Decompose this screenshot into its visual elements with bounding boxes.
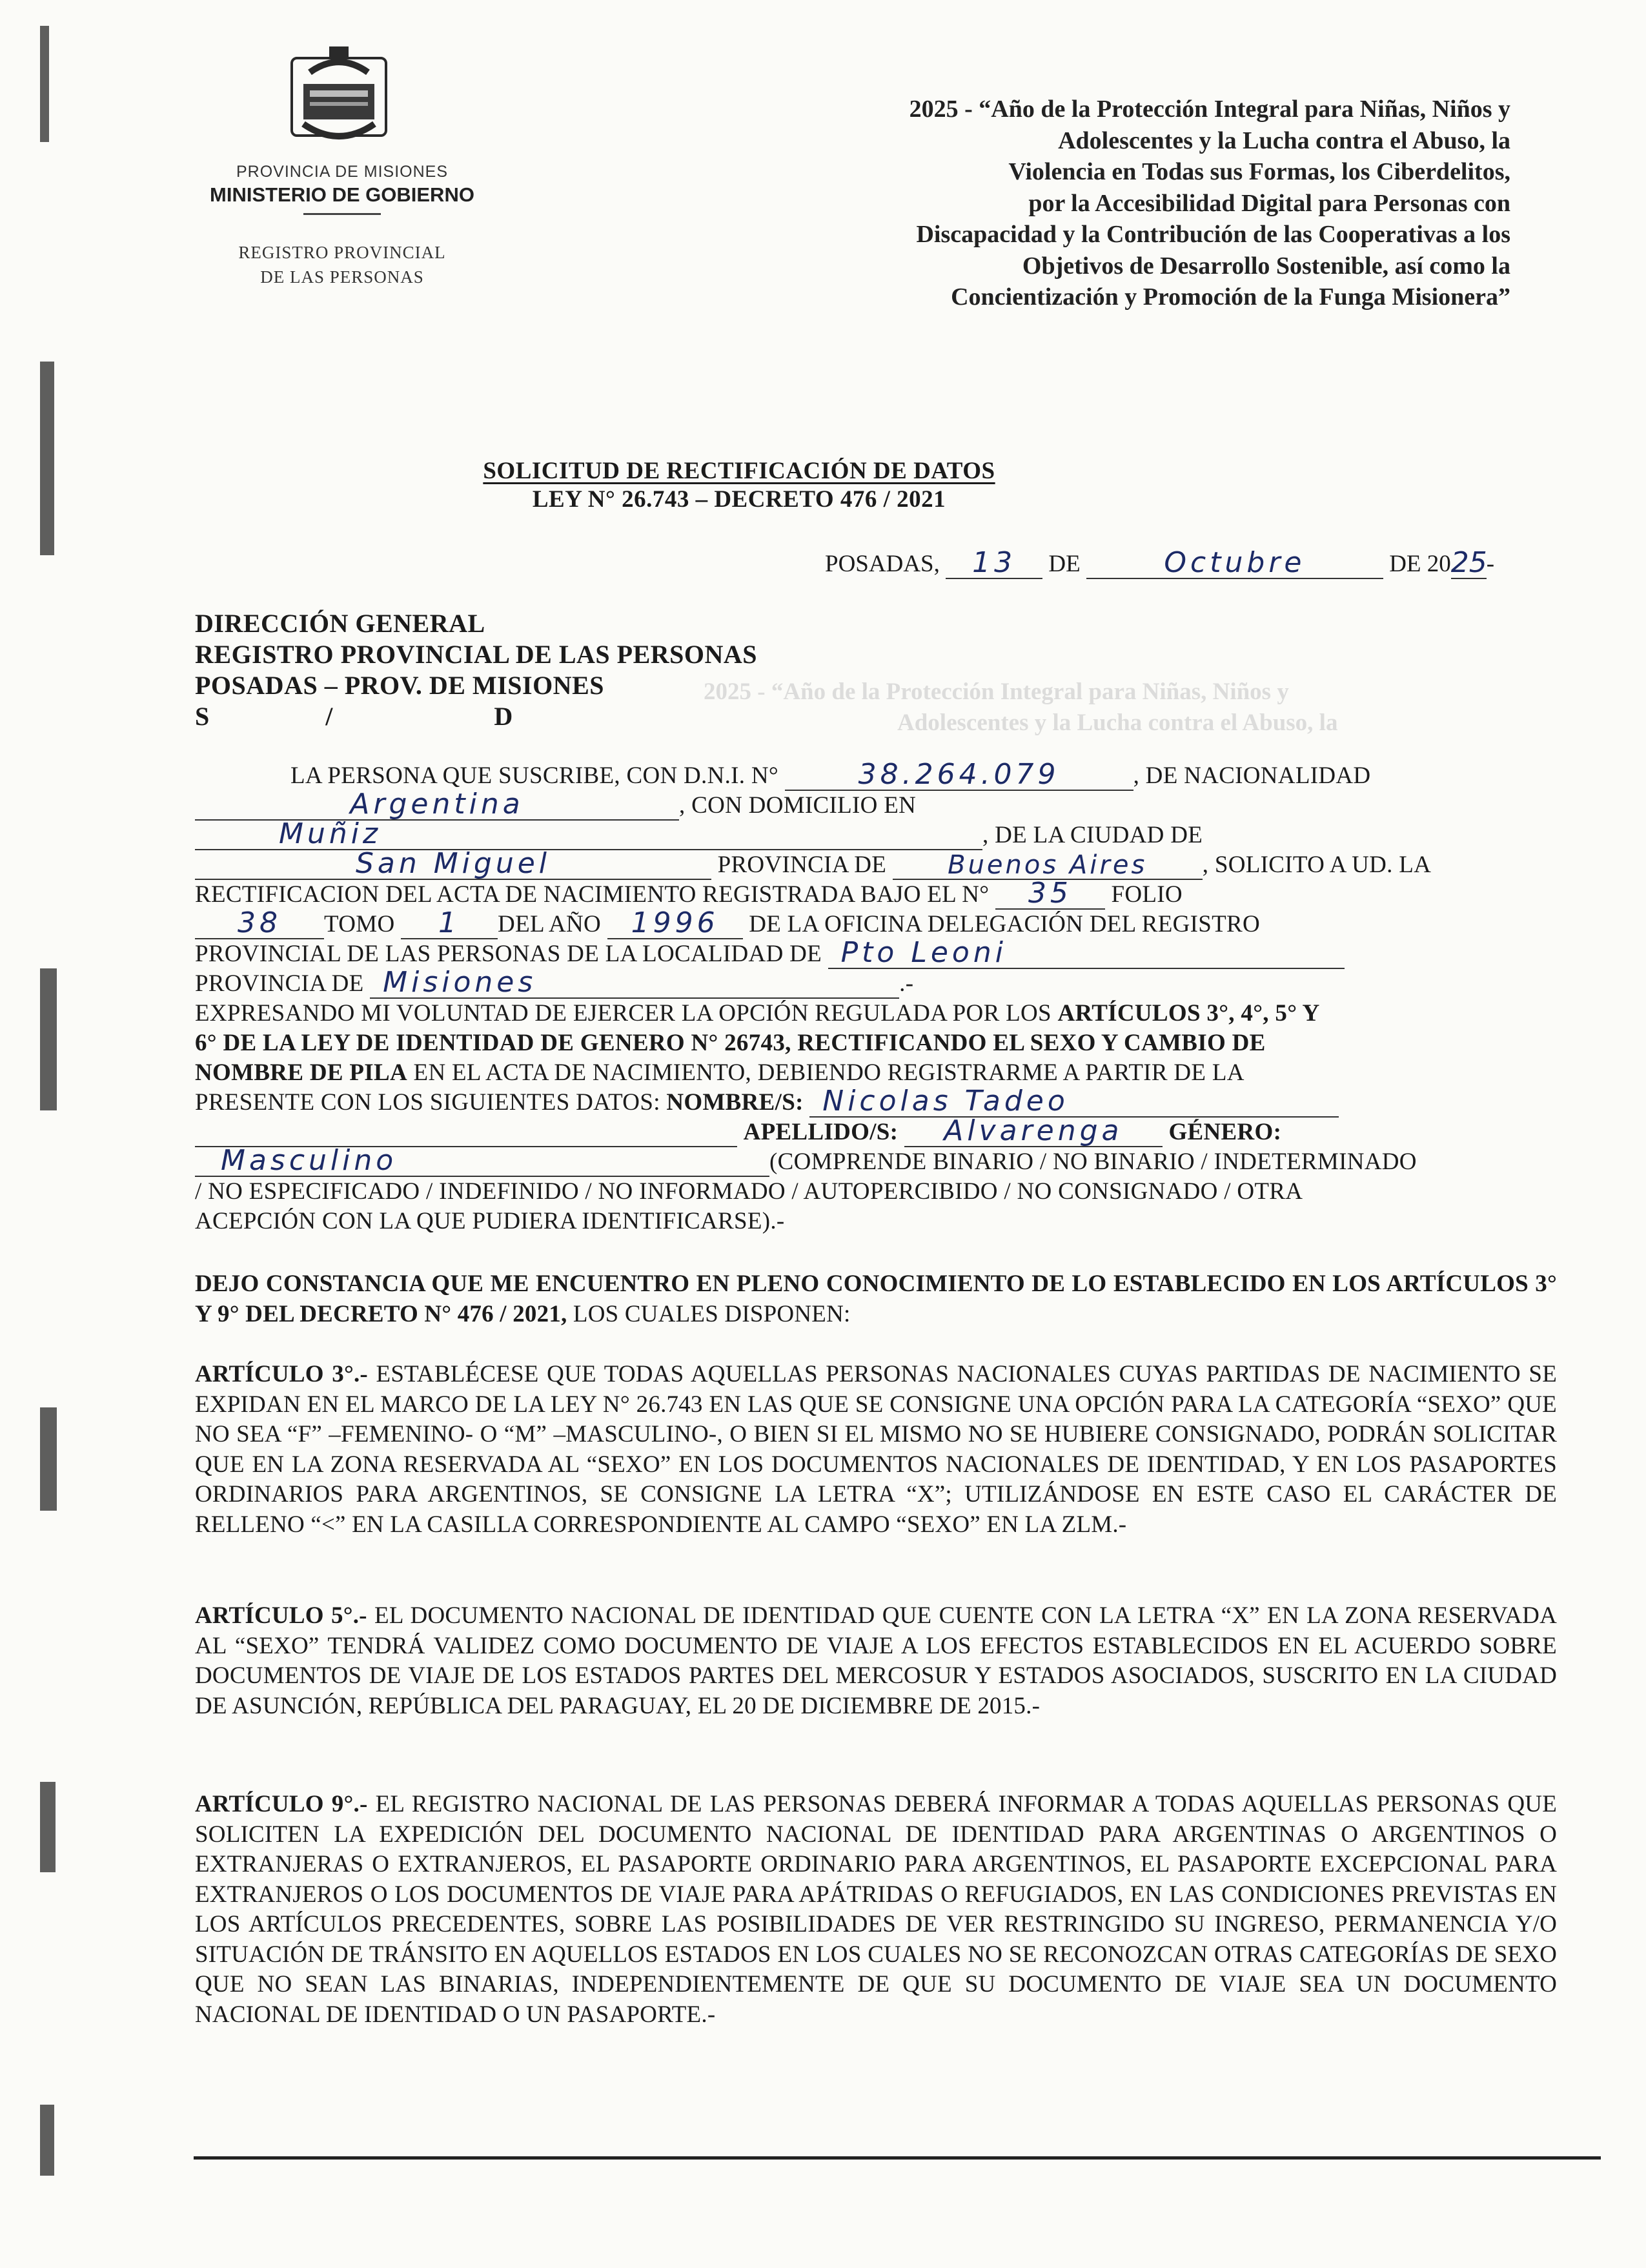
date-day-field[interactable] <box>946 546 1042 579</box>
article-9 <box>195 1790 1557 2030</box>
tomo-value: 1 <box>438 906 461 939</box>
birth-year-value: 1996 <box>631 906 719 939</box>
form-line-name-change <box>195 1059 1245 1087</box>
tomo-label: TOMO <box>324 911 395 937</box>
salutation-s: S <box>195 702 210 731</box>
motto-line: Adolescentes y la Lucha contra el Abuso, la <box>1058 127 1510 154</box>
form-line-gender <box>195 1144 1417 1177</box>
article-5 <box>195 1601 1557 1721</box>
constancia-paragraph <box>195 1269 1557 1329</box>
salutation-d: D <box>494 702 513 731</box>
year-label: DEL AÑO <box>498 911 602 937</box>
year-motto <box>645 94 1510 313</box>
names-value: Nicolas Tadeo <box>822 1085 1069 1118</box>
tomo-field[interactable] <box>401 906 498 939</box>
article-5-heading: ARTÍCULO 5°.- <box>195 1602 367 1629</box>
date-line <box>825 546 1495 579</box>
bleed-through: Adolescentes y la Lucha contra el Abuso, la <box>897 710 1338 736</box>
date-month-value: Octubre <box>1164 546 1306 579</box>
gender-field[interactable] <box>195 1144 769 1177</box>
document-title: SOLICITUD DE RECTIFICACIÓN DE DATOS <box>483 458 995 484</box>
form-line-birth-province <box>195 966 914 999</box>
surname-label: APELLIDO/S: <box>743 1119 899 1145</box>
option-articles: ARTÍCULOS 3°, 4°, 5° Y <box>1057 1000 1320 1027</box>
bleed-through: 2025 - “Año de la Protección Integral para Niñas, Niños y <box>704 679 1289 705</box>
province-label: PROVINCIA DE <box>717 852 887 878</box>
addressee-line-1: DIRECCIÓN GENERAL <box>195 609 485 638</box>
scan-artifact <box>40 968 57 1110</box>
article-3-body: ESTABLÉCESE QUE TODAS AQUELLAS PERSONAS NACIONALES CUYAS PARTIDAS DE NACIMIENTO SE EXPIDAN EN EL MARCO DE LA LEY N° 26.743 EN LAS QUE SE CONSIGNE UNA OPCIÓN PARA LA CATEGORÍA “SEXO” QUE NO SEA “F” –FEMENINO- O “M” –MASCULINO-, O BIEN SI EL MISMO NO SE HUBIERE CONSIGNADO, PODRÁN SOLICITAR QUE EN LA ZONA RESERVADA AL “SEXO” EN LOS DOCUMENTOS NACIONALES DE IDENTIDAD, Y EN LOS PASAPORTES ORDINARIOS PARA ARGENTINOS, SE CONSIGNE LA LETRA “X”; UTILIZÁNDOSE EN ESTE CASO EL CARÁCTER DE RELLENO “<” EN LA CASILLA CORRESPONDIENTE AL CAMPO “SEXO” EN LA ZLM.- <box>195 1361 1557 1538</box>
date-day-value: 13 <box>972 546 1017 579</box>
address-value: Muñiz <box>279 817 382 850</box>
date-city: POSADAS, <box>825 551 940 577</box>
birth-province-value: Misiones <box>383 966 537 999</box>
scan-artifact <box>40 2105 54 2176</box>
acta-number-label: RECTIFICACION DEL ACTA DE NACIMIENTO REGISTRADA BAJO EL N° <box>195 881 990 908</box>
form-line-acta <box>195 877 1183 910</box>
birth-province-label: PROVINCIA DE <box>195 970 364 997</box>
form-line-surname <box>195 1114 1282 1147</box>
address-field[interactable] <box>195 817 982 850</box>
address-label: , CON DOMICILIO EN <box>679 792 917 819</box>
registry-line-2: DE LAS PERSONAS <box>260 267 424 287</box>
provincia-de-misiones-seal-logo <box>278 45 400 152</box>
form-line-city <box>195 847 1432 880</box>
constancia-rest: LOS CUALES DISPONEN: <box>567 1300 851 1327</box>
option-text: EXPRESANDO MI VOLUNTAD DE EJERCER LA OPCIÓN REGULADA POR LOS <box>195 1000 1058 1027</box>
article-3-heading: ARTÍCULO 3°.- <box>195 1361 368 1387</box>
form-line-locality <box>195 936 1345 969</box>
dni-value: 38.264.079 <box>858 758 1060 791</box>
birth-province-field[interactable] <box>370 966 899 999</box>
form-line-option <box>195 999 1319 1027</box>
motto-line: Objetivos de Desarrollo Sostenible, así como la <box>1022 252 1510 280</box>
form-line-dni <box>290 758 1371 791</box>
locality-label: PROVINCIAL DE LAS PERSONAS DE LA LOCALIDAD DE <box>195 941 822 967</box>
acta-number-value: 35 <box>1028 877 1072 910</box>
form-line-law: 6° DE LA LEY DE IDENTIDAD DE GENERO N° 26743, RECTIFICANDO EL SEXO Y CAMBIO DE <box>195 1030 1266 1056</box>
document-subtitle: LEY N° 26.743 – DECRETO 476 / 2021 <box>532 486 946 513</box>
article-3 <box>195 1360 1557 1540</box>
folio-field[interactable] <box>195 906 324 939</box>
date-end: - <box>1486 551 1495 577</box>
article-9-body: EL REGISTRO NACIONAL DE LAS PERSONAS DEBERÁ INFORMAR A TODAS AQUELLAS PERSONAS QUE SOLICITEN LA EXPEDICIÓN DEL DOCUMENTO NACIONAL DE IDENTIDAD PARA ARGENTINAS O ARGENTINOS O EXTRANJERAS O EXTRANJEROS, EL PASAPORTE ORDINARIO PARA ARGENTINOS, EL PASAPORTE EXCEPCIONAL PARA EXTRANJEROS O LOS DOCUMENTOS DE VIAJE PARA APÁTRIDAS O REFUGIADOS, EN LAS CONDICIONES PREVISTAS EN LOS ARTÍCULOS PRECEDENTES, SOBRE LAS POSIBILIDADES DE VER RESTRINGIDO SU INGRESO, PERMANENCIA Y/O SITUACIÓN DE TRÁNSITO EN AQUELLOS ESTADOS EN LOS CUALES NO SE RECONOZCAN OTRAS CATEGORÍAS DE SEXO QUE NO SEAN LAS BINARIAS, INDEPENDIENTEMENTE DE QUE SU DOCUMENTO DE VIAJE SEA UN DOCUMENTO NACIONAL DE IDENTIDAD O UN PASAPORTE.- <box>195 1791 1557 2028</box>
motto-line: 2025 - “Año de la Protección Integral para Niñas, Niños y <box>909 96 1510 123</box>
surname-value: Alvarenga <box>944 1114 1123 1147</box>
salutation <box>195 701 513 731</box>
locality-field[interactable] <box>828 936 1345 969</box>
province-value: Buenos Aires <box>948 850 1148 880</box>
form-line-tomo <box>195 906 1261 939</box>
dni-label: LA PERSONA QUE SUSCRIBE, CON D.N.I. N° <box>290 762 779 789</box>
nationality-label: , DE NACIONALIDAD <box>1133 762 1371 789</box>
surname-field[interactable] <box>904 1114 1163 1147</box>
names-field[interactable] <box>809 1085 1339 1118</box>
motto-line: Discapacidad y la Contribución de las Cooperativas a los <box>916 221 1510 248</box>
names-continuation-field[interactable] <box>195 1118 737 1147</box>
city-value: San Miguel <box>355 847 551 880</box>
birth-year-field[interactable] <box>607 906 743 939</box>
dni-field[interactable] <box>785 758 1133 791</box>
nationality-field[interactable] <box>195 788 679 821</box>
request-label: , SOLICITO A UD. LA <box>1202 852 1432 878</box>
salutation-slash: / <box>325 702 333 731</box>
addressee-line-3: POSADAS – PROV. DE MISIONES <box>195 671 604 700</box>
date-year-field[interactable] <box>1450 546 1487 579</box>
scan-artifact <box>40 1407 57 1511</box>
birth-province-end: .- <box>899 970 914 997</box>
form-line-names <box>195 1085 1339 1118</box>
form-line-nationality <box>195 788 917 821</box>
registry-line-1: REGISTRO PROVINCIAL <box>238 243 446 262</box>
folio-value: 38 <box>238 906 281 939</box>
locality-value: Pto Leoni <box>840 936 1007 969</box>
folio-label: FOLIO <box>1111 881 1183 908</box>
motto-line: por la Accesibilidad Digital para Personas con <box>1028 189 1510 217</box>
motto-line: Concientización y Promoción de la Funga Misionera” <box>951 283 1510 311</box>
name-change-bold: NOMBRE DE PILA <box>195 1059 407 1086</box>
acta-number-field[interactable] <box>995 877 1105 910</box>
gender-options-2: / NO ESPECIFICADO / INDEFINIDO / NO INFORMADO / AUTOPERCIBIDO / NO CONSIGNADO / OTRA <box>195 1178 1303 1205</box>
gender-options-1: (COMPRENDE BINARIO / NO BINARIO / INDETERMINADO <box>769 1149 1417 1175</box>
ministry-name: MINISTERIO DE GOBIERNO <box>210 183 474 206</box>
article-5-body: EL DOCUMENTO NACIONAL DE IDENTIDAD QUE CUENTE CON LA LETRA “X” EN LA ZONA RESERVADA AL “SEXO” TENDRÁ VALIDEZ COMO DOCUMENTO DE VIAJE A LOS EFECTOS ESTABLECIDOS EN EL ACUERDO SOBRE DOCUMENTOS DE VIAJE DE LOS ESTADOS PARTES DEL MERCOSUR Y ESTADOS ASOCIADOS, SUSCRITO EN LA CIUDAD DE ASUNCIÓN, REPÚBLICA DEL PARAGUAY, EL 20 DE DICIEMBRE DE 2015.- <box>195 1602 1557 1719</box>
gender-value: Masculino <box>221 1144 398 1177</box>
nationality-value: Argentina <box>350 788 524 821</box>
article-9-heading: ARTÍCULO 9°.- <box>195 1791 368 1817</box>
province-name: PROVINCIA DE MISIONES <box>236 163 448 181</box>
scan-artifact <box>40 1782 56 1872</box>
bottom-rule <box>194 2156 1601 2160</box>
name-change-text: EN EL ACTA DE NACIMIENTO, DEBIENDO REGISTRARME A PARTIR DE LA <box>407 1059 1245 1086</box>
names-label: NOMBRE/S: <box>666 1089 804 1116</box>
date-de-label: DE <box>1048 551 1081 577</box>
gender-label: GÉNERO: <box>1168 1119 1282 1145</box>
constancia-bold: DEJO CONSTANCIA QUE ME ENCUENTRO EN PLENO CONOCIMIENTO DE LO ESTABLECIDO EN LOS ARTÍCULOS 3° Y 9° DEL DECRETO N° 476 / 2021, <box>195 1271 1557 1327</box>
date-month-field[interactable] <box>1086 546 1383 579</box>
office-label: DE LA OFICINA DELEGACIÓN DEL REGISTRO <box>749 911 1261 937</box>
city-label: , DE LA CIUDAD DE <box>982 822 1203 848</box>
addressee-line-2: REGISTRO PROVINCIAL DE LAS PERSONAS <box>195 640 758 669</box>
motto-line: Violencia en Todas sus Formas, los Ciberdelitos, <box>1008 158 1510 185</box>
gender-options-3: ACEPCIÓN CON LA QUE PUDIERA IDENTIFICARSE).- <box>195 1208 785 1234</box>
scan-artifact <box>40 26 49 142</box>
form-line-address <box>195 817 1203 850</box>
header-rule <box>303 213 381 215</box>
city-field[interactable] <box>195 847 711 880</box>
date-year-value: 25 <box>1450 546 1487 579</box>
date-de-year-label: DE 20 <box>1389 551 1451 577</box>
data-intro: PRESENTE CON LOS SIGUIENTES DATOS: <box>195 1089 667 1116</box>
province-field[interactable] <box>893 851 1203 880</box>
